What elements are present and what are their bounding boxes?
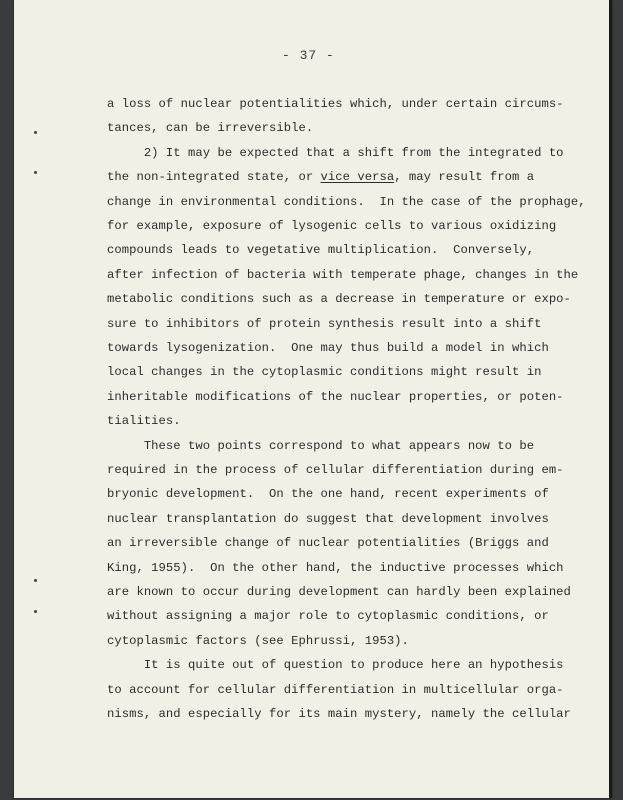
text-line: bryonic development. On the one hand, recent experiments of — [107, 487, 549, 502]
text-line: to account for cellular differentiation in multicellular orga- — [107, 682, 564, 697]
text-line: for example, exposure of lysogenic cells to various oxidizing — [107, 219, 557, 233]
text-line: metabolic conditions such as a decrease in temperature or expo- — [107, 292, 571, 307]
text-line: change in environmental conditions. In the case of the prophage, — [107, 194, 586, 209]
text-line: These two points correspond to what appears now to be — [107, 438, 535, 453]
text-line: without assigning a major role to cytoplasmic conditions, or — [107, 609, 549, 624]
text-line: nuclear transplantation do suggest that development involves — [107, 511, 549, 526]
text-line: compounds leads to vegetative multiplication. Conversely, — [107, 243, 535, 258]
text-line: towards lysogenization. One may thus build a model in which — [107, 341, 549, 355]
text-line — [107, 170, 534, 184]
page-edge — [609, 0, 612, 798]
text-line: after infection of bacteria with temperate phage, changes in the — [107, 267, 579, 282]
text-line: tances, can be irreversible. — [107, 121, 314, 136]
page-number: - 37 - — [282, 48, 335, 63]
text-line: King, 1955). On the other hand, the inductive processes which — [107, 560, 564, 575]
margin-mark — [34, 610, 37, 613]
text-line: cytoplasmic factors (see Ephrussi, 1953). — [107, 633, 409, 648]
text-fragment: the non-integrated state, or — [107, 170, 321, 185]
text-line: are known to occur during development can hardly been explained — [107, 585, 571, 599]
text-line: required in the process of cellular differentiation during em- — [107, 463, 564, 477]
underlined-phrase: vice versa — [320, 170, 395, 185]
text-line: sure to inhibitors of protein synthesis result into a shift — [107, 316, 542, 331]
text-line: local changes in the cytoplasmic conditions might result in — [107, 365, 542, 380]
text-fragment: , may result from a — [394, 170, 535, 185]
text-line: a loss of nuclear potentialities which, under certain circums- — [107, 97, 564, 111]
margin-mark — [34, 579, 37, 582]
text-line: an irreversible change of nuclear potentialities (Briggs and — [107, 536, 549, 551]
text-line: tialities. — [107, 414, 181, 429]
text-line: It is quite out of question to produce here an hypothesis — [107, 658, 564, 673]
text-line: 2) It may be expected that a shift from the integrated to — [107, 145, 564, 160]
margin-mark — [34, 131, 37, 134]
text-line: nisms, and especially for its main mystery, namely the cellular — [107, 707, 571, 721]
document-page — [14, 0, 612, 798]
text-line: inheritable modifications of the nuclear properties, or poten- — [107, 389, 564, 404]
margin-mark — [34, 171, 37, 174]
